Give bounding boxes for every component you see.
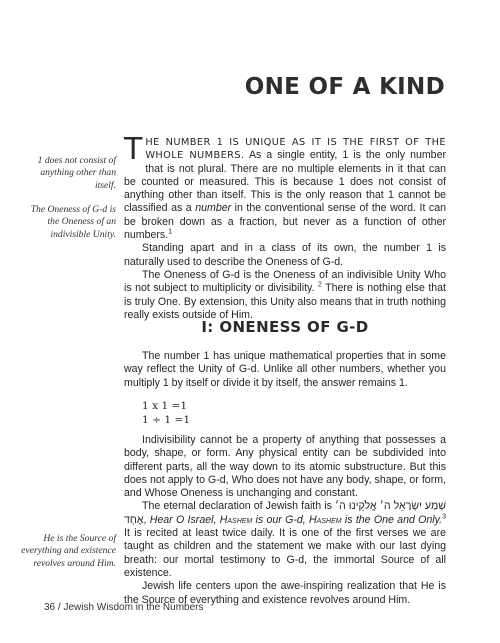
translation-part-2: is our G-d,: [252, 513, 310, 526]
margin-note-2: The Oneness of G-d is the Oneness of an indivisible Unity.: [30, 204, 116, 240]
margin-note-1: 1 does not consist of anything other than itself.: [37, 155, 116, 191]
emphasis-number: number: [195, 202, 232, 215]
page-footer: 36 / Jewish Wisdom in the Numbers: [44, 602, 204, 613]
section-paragraph-4: Jewish life centers upon the awe-inspiring realization that He is the Source of everything and existence revolves around Him.: [124, 580, 446, 606]
chapter-title: ONE OF A KIND: [244, 74, 445, 100]
margin-note-3: He is the Source of everything and existence revolves around Him.: [21, 533, 116, 569]
hashem-1: Hashem: [219, 513, 253, 526]
intro-text-b: in the conventional sense of the word. It can be broken down as a fraction, but never as a function of other numbers.: [124, 202, 446, 242]
shema-intro: The eternal declaration of Jewish faith is: [142, 500, 335, 513]
shema-description: It is recited at least twice daily. It is one of the first verses we are taught as children and the statement we make with our last dying breath: our mortal testimony to G-d, the immortal Source of all existence.: [124, 527, 446, 579]
section-paragraph-2: Indivisibility cannot be a property of anything that possesses a body, shape, or form. Any physical entity can be subdivided into different parts, all the way down to its atomic substructure. But this does not apply to G-d, Who does not have any body, shape, or form, and Whose Oneness is unchanging and constant.: [124, 434, 446, 500]
equations: [142, 399, 190, 427]
footnote-ref-1[interactable]: 1: [168, 228, 173, 236]
equation-multiply: 1 x 1 =1: [142, 400, 188, 412]
section-paragraph-3: [124, 500, 446, 580]
drop-cap: T: [124, 132, 143, 167]
section-paragraph-1: [124, 350, 446, 390]
intro-section: [124, 132, 446, 322]
translation-part-1: Hear O Israel,: [149, 513, 220, 526]
equation-divide: 1 ÷ 1 =1: [142, 414, 191, 426]
section-body: [124, 434, 446, 607]
footnote-ref-3[interactable]: 3: [442, 513, 447, 521]
intro-p3-text-a: The Oneness of G-d is the Oneness of an indivisible Unity Who is not subject to multiplicity or divisibility.: [124, 268, 446, 295]
intro-p3-text-b: There is nothing else that is truly One. By extension, this Unity also means that in truth nothing really exists outside of Him.: [124, 282, 446, 321]
intro-paragraph-2: Standing apart and in a class of its own, the number 1 is naturally used to describe the Oneness of G-d.: [124, 242, 446, 268]
intro-text-a: As a single entity, 1 is the only number that is not plural. There are no multiple elements in it that can be counted or measured. This is because 1 does not consist of anything other than itself. This is the only reason that 1 cannot be classified as a: [124, 149, 446, 215]
intro-paragraph-1: [124, 132, 446, 242]
comma: ,: [143, 513, 150, 526]
intro-paragraph-3: [124, 269, 446, 322]
section-heading: I: ONENESS OF G-D: [201, 318, 369, 336]
hebrew-verse: שְׁמַע יִשְׂרָאֵל ה׳ אֱלֹקֵינוּ ה׳ אֶחָד: [124, 500, 447, 526]
translation-part-3: is the One and Only.: [341, 513, 443, 526]
footnote-ref-2[interactable]: 2: [317, 281, 322, 289]
hashem-2: Hashem: [309, 513, 342, 526]
lead-in-text: HE NUMBER 1 IS UNIQUE AS IT IS THE FIRST OF THE WHOLE NUMBERS.: [145, 137, 446, 162]
section-p1-text: The number 1 has unique mathematical properties that in some way reflect the Unity of G-d. Unlike all other numbers, whether you multiply 1 by itself or divide it by itself, the answer remains 1.: [124, 350, 446, 389]
